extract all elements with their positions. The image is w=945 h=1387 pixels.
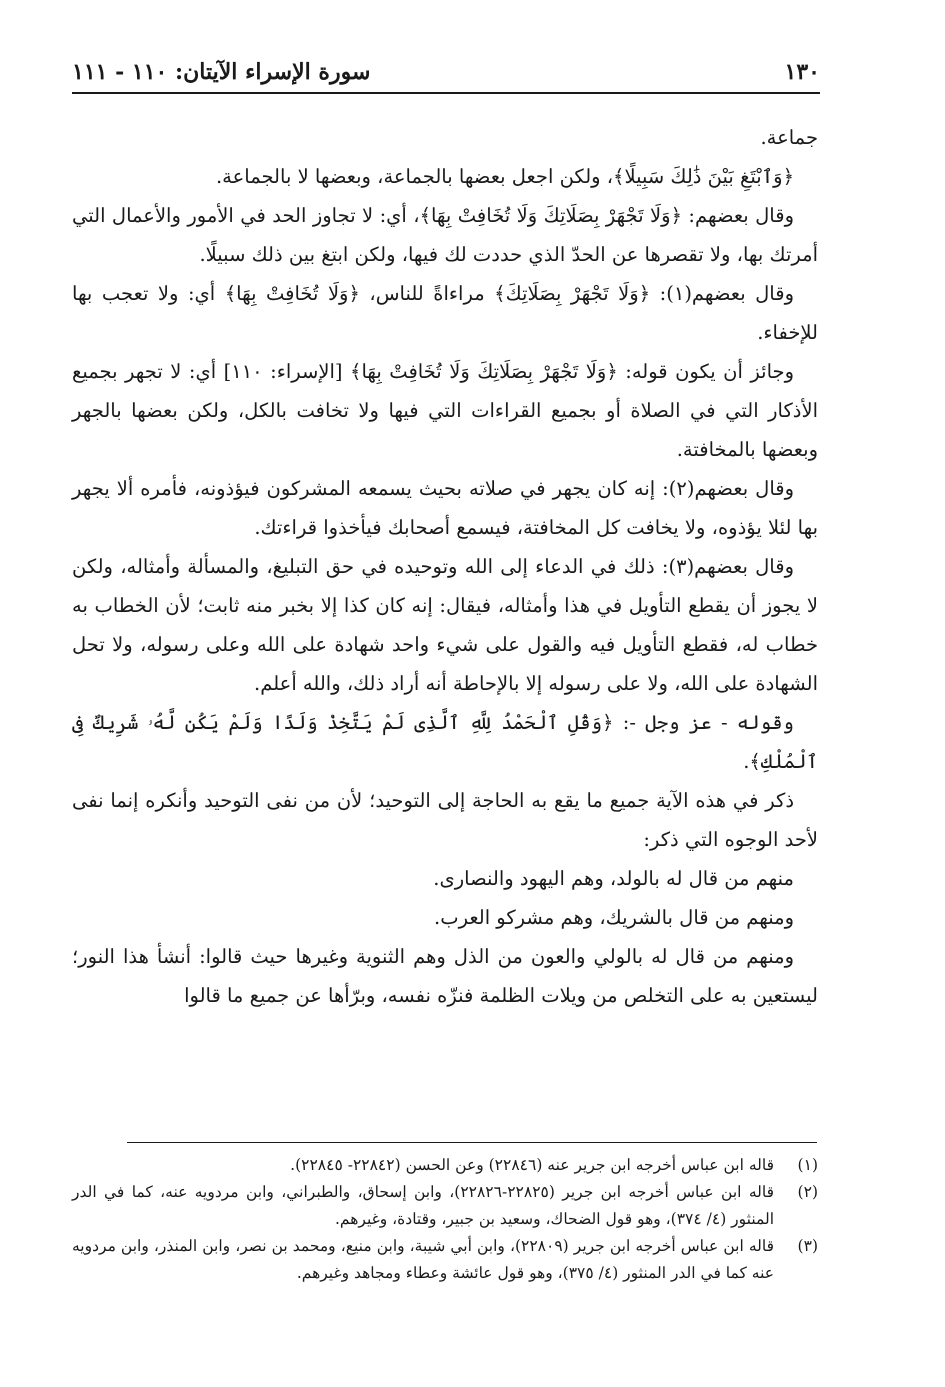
paragraph: وقال بعضهم(٢): إنه كان يجهر في صلاته بحيث يسمعه المشركون فيؤذونه، فأمره ألا يجهر بها لئلا يؤذوه، ولا يخافت كل المخافتة، فيسمع أصحابك فيأخذوا قراءتك. <box>72 477 818 539</box>
paragraph: وقال بعضهم(٣): ذلك في الدعاء إلى الله وتوحيده في حق التبليغ، والمسألة وأمثاله، ولكن لا يجوز أن يقطع التأويل في هذا وأمثاله، فيقال: إنه كان كذا إلا بخبر منه ثابت؛ لأن الخطاب به خطاب له، فقطع التأويل فيه والقول على شيء واحد شهادة على الله وعلى رسوله، ولا تحل الشهادة على الله، ولا على رسوله إلا بالإحاطة أنه أراد ذلك، والله أعلم. <box>72 555 818 695</box>
list-item: منهم من قال له بالولد، وهم اليهود والنصارى. <box>433 867 794 890</box>
footnote-text: قاله ابن عباس أخرجه ابن جرير (٢٢٨٢٥-٢٢٨٢٦)، وابن إسحاق، والطبراني، وابن مردويه عنه، كما في الدر المنثور (٤/ ٣٧٤)، وهو قول الضحاك، وسعيد بن جبير، وقتادة، وغيرهم. <box>72 1183 774 1228</box>
paragraph: جماعة. <box>760 126 818 149</box>
paragraph: وقال بعضهم(١): ﴿وَلَا تَجْهَرْ بِصَلَاتِكَ﴾ مراءاةً للناس، ﴿وَلَا تُخَافِتْ بِهَا﴾ أي: ولا تعجب بها للإخفاء. <box>72 282 818 344</box>
footnote <box>72 1179 818 1233</box>
paragraph: ومنهم من قال له بالولي والعون من الذل وهم الثنوية وغيرها حيث قالوا: أنشأ هذا النور؛ ليستعين به على التخلص من ويلات الظلمة فنزّه نفسه، وبرّأها عن جميع ما قالوا <box>72 945 818 1007</box>
paragraph: وجائز أن يكون قوله: ﴿وَلَا تَجْهَرْ بِصَلَاتِكَ وَلَا تُخَافِتْ بِهَا﴾ [الإسراء: ١١٠] أي: لا تجهر بجميع الأذكار التي في الصلاة أو بجميع القراءات التي فيها ولا تخافت بالكل، ولكن بعضها بالجهر وبعضها بالمخافتة. <box>72 360 818 461</box>
footnote-text: قاله ابن عباس أخرجه ابن جرير (٢٢٨٠٩)، وابن أبي شيبة، وابن منيع، ومحمد بن نصر، وابن المنذر، وابن مردويه عنه كما في الدر المنثور (٤/ ٣٧٥)، وهو قول عائشة وعطاء ومجاهد وغيرهم. <box>72 1237 774 1282</box>
footnote <box>72 1233 818 1287</box>
page-number: ١٣٠ <box>784 59 820 85</box>
footnote <box>72 1152 818 1179</box>
paragraph: ذكر في هذه الآية جميع ما يقع به الحاجة إلى التوحيد؛ لأن من نفى التوحيد وأنكره إنما نفى لأحد الوجوه التي ذكر: <box>72 789 818 851</box>
paragraph: وقال بعضهم: ﴿وَلَا تَجْهَرْ بِصَلَاتِكَ وَلَا تُخَافِتْ بِهَا﴾، أي: لا تجاوز الحد في الأمور والأعمال التي أمرتك بها، ولا تقصرها عن الحدّ الذي حددت لك فيها، ولكن ابتغ بين ذلك سبيلًا. <box>72 204 818 266</box>
footnotes <box>72 1152 818 1287</box>
footnote-divider <box>127 1142 817 1143</box>
running-title: سورة الإسراء الآيتان: ١١٠ - ١١١ <box>72 59 371 85</box>
footnote-number: (٢) <box>797 1183 818 1201</box>
paragraph: ﴿وَٱبْتَغِ بَيْنَ ذَٰلِكَ سَبِيلًا﴾، ولكن اجعل بعضها بالجماعة، وبعضها لا بالجماعة. <box>215 165 794 188</box>
main-text <box>72 118 818 1015</box>
footnote-number: (١) <box>797 1156 818 1174</box>
footnote-text: قاله ابن عباس أخرجه ابن جرير عنه (٢٢٨٤٦) وعن الحسن (٢٢٨٤٢- ٢٢٨٤٥). <box>290 1156 774 1174</box>
page-header <box>72 52 820 94</box>
paragraph: وقوله - عز وجل -: ﴿وَقُلِ ٱلْحَمْدُ لِلَّهِ ٱلَّذِى لَمْ يَتَّخِذْ وَلَدًا وَلَمْ يَكُن لَّهُۥ شَرِيكٌ فِى ٱلْمُلْكِ﴾. <box>72 711 818 773</box>
footnote-number: (٣) <box>797 1237 818 1255</box>
list-item: ومنهم من قال بالشريك، وهم مشركو العرب. <box>434 906 794 929</box>
